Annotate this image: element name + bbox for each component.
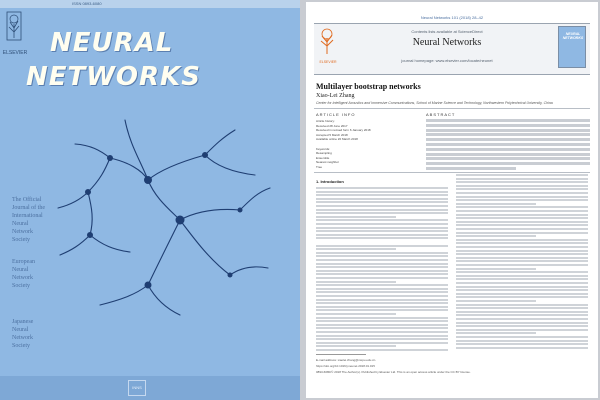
abstract-text-line — [426, 157, 590, 160]
body-text-line — [316, 302, 448, 304]
body-text-line — [316, 248, 396, 250]
cover-imprint: ISSN 0893-6080 — [72, 1, 102, 6]
body-text-line — [456, 340, 588, 342]
body-text-line — [456, 332, 536, 334]
body-text-line — [316, 335, 448, 337]
cover-title-line-1: NEURAL — [50, 28, 174, 58]
body-text-line — [456, 188, 588, 190]
article-info-line: Received in revised form 6 January 2018 — [316, 128, 371, 133]
article-info-line: Accepted 5 March 2018 — [316, 132, 348, 137]
article-author: Xiao-Lei Zhang — [316, 93, 355, 99]
article-info-line: Available online 20 March 2018 — [316, 137, 358, 142]
body-text-line — [456, 228, 588, 230]
body-text-line — [316, 295, 448, 297]
body-text-line — [456, 260, 588, 262]
article-info-line: Article history: — [316, 119, 335, 123]
body-text-line — [456, 185, 588, 187]
body-text-line — [316, 306, 448, 308]
body-text-line — [456, 206, 588, 208]
body-text-line — [316, 313, 396, 315]
body-text-line — [456, 232, 588, 234]
body-text-line — [316, 266, 448, 268]
abstract-text-line — [426, 119, 590, 122]
body-text-line — [316, 191, 448, 193]
body-text-line — [456, 257, 588, 259]
body-text-line — [316, 263, 448, 265]
body-text-line — [316, 255, 448, 257]
body-text-line — [316, 284, 448, 286]
body-text-line — [316, 198, 448, 200]
journal-homepage-line: journal homepage: www.elsevier.com/locate/neunet — [401, 58, 493, 63]
article-first-page — [306, 2, 598, 398]
abstract-text-line — [426, 129, 590, 132]
body-text-line — [456, 264, 588, 266]
cover-society-text-2: European Neural Network Society — [12, 259, 35, 289]
footnote-email: E-mail address: xiaolei.zhang@nwpu.edu.cn. — [316, 358, 377, 362]
body-text-line — [456, 203, 536, 205]
body-text-line — [316, 194, 448, 196]
abstract-text-line — [426, 167, 516, 170]
body-text-line — [316, 345, 396, 347]
introduction-heading: 1. Introduction — [316, 179, 344, 184]
body-text-line — [316, 327, 448, 329]
body-text-line — [316, 237, 448, 239]
body-text-line — [316, 331, 448, 333]
body-text-line — [316, 273, 448, 275]
body-text-line — [456, 322, 588, 324]
divider — [314, 172, 590, 173]
article-info-line: Nearest neighbor — [316, 160, 340, 165]
elsevier-tree-logo-icon — [6, 10, 22, 48]
body-text-line — [316, 291, 448, 293]
body-text-line — [316, 219, 448, 221]
body-text-line — [456, 253, 588, 255]
body-text-line — [316, 212, 448, 214]
body-text-line — [316, 205, 448, 207]
body-text-line — [456, 178, 588, 180]
publisher-caption: ELSEVIER — [319, 60, 337, 64]
body-text-line — [316, 230, 448, 232]
divider — [314, 108, 590, 109]
footnote-divider — [316, 354, 366, 355]
journal-citation-line: Neural Networks 101 (2018) 28–42 — [420, 15, 484, 20]
body-text-line — [456, 214, 588, 216]
abstract-text-line — [426, 143, 590, 146]
footnote-doi: https://doi.org/10.1016/j.neunet.2018.01.015 — [316, 364, 375, 368]
body-text-line — [456, 246, 588, 248]
body-text-line — [456, 300, 536, 302]
article-title: Multilayer bootstrap networks — [316, 82, 421, 91]
body-text-line — [456, 192, 588, 194]
journal-cover-thumbnail — [558, 26, 586, 68]
body-text-line — [456, 336, 588, 338]
body-text-line — [316, 245, 448, 247]
abstract-text-line — [426, 153, 590, 156]
body-text-line — [456, 268, 536, 270]
body-text-line — [316, 317, 448, 319]
body-text-line — [316, 349, 448, 351]
cover-title-line-2: NETWORKS — [26, 62, 201, 92]
body-text-line — [316, 299, 448, 301]
body-text-line — [456, 329, 588, 331]
abstract-text-line — [426, 138, 590, 141]
body-text-line — [316, 201, 448, 203]
thumbnail-title: NEURAL NETWORKS — [562, 32, 584, 40]
article-info-heading: ARTICLE INFO — [316, 112, 356, 117]
cover-publisher-name: ELSEVIER — [2, 50, 28, 56]
body-text-line — [456, 318, 588, 320]
article-info-line: Resampling — [316, 151, 332, 156]
footnote-license: 0893-6080/© 2018 The Author(s). Published by Elsevier Ltd. This is an open access article under the CC BY license. — [316, 370, 471, 374]
cover-society-logo: INNS — [128, 380, 146, 396]
body-text-line — [456, 347, 588, 349]
body-text-line — [456, 307, 588, 309]
body-text-line — [316, 338, 448, 340]
body-text-line — [316, 252, 448, 254]
body-text-line — [456, 217, 588, 219]
body-text-line — [456, 199, 588, 201]
contents-line: Contents lists available at ScienceDirect — [411, 29, 483, 34]
abstract-heading: ABSTRACT — [426, 112, 456, 117]
article-info-line: Ensemble — [316, 155, 330, 160]
body-text-line — [316, 216, 396, 218]
cover-society-text-1: The Official Journal of the International Neural Network Society — [12, 197, 45, 243]
body-text-line — [316, 277, 448, 279]
body-text-line — [456, 210, 588, 212]
body-text-line — [316, 342, 448, 344]
author-affiliation: Center for Intelligent Acoustics and Immersive Communications, School of Marine Science and Technology, Northwestern Polytechnical University, China — [316, 101, 553, 105]
body-text-line — [456, 296, 588, 298]
body-text-line — [456, 278, 588, 280]
abstract-text-line — [426, 148, 590, 151]
body-text-line — [456, 250, 588, 252]
body-text-line — [456, 271, 588, 273]
body-text-line — [456, 235, 536, 237]
body-text-line — [456, 304, 588, 306]
body-text-line — [456, 289, 588, 291]
body-text-line — [456, 181, 588, 183]
body-text-line — [316, 209, 448, 211]
article-info-line: Tree — [316, 165, 323, 169]
body-text-line — [456, 325, 588, 327]
abstract-text-line — [426, 124, 590, 127]
article-info-line: Keywords: — [316, 146, 331, 151]
body-text-line — [456, 224, 588, 226]
body-text-line — [316, 324, 448, 326]
body-text-line — [456, 221, 588, 223]
abstract-text-line — [426, 133, 590, 136]
body-text-line — [456, 293, 588, 295]
body-text-line — [456, 286, 588, 288]
journal-title: Neural Networks — [412, 37, 482, 48]
body-text-line — [456, 275, 588, 277]
body-text-line — [316, 270, 448, 272]
article-info-line: Received 28 June 2017 — [316, 123, 348, 128]
body-text-line — [316, 227, 448, 229]
body-text-line — [456, 239, 588, 241]
body-text-line — [456, 174, 588, 176]
body-text-line — [316, 320, 448, 322]
body-text-line — [456, 242, 588, 244]
article-info-line — [316, 142, 416, 146]
body-text-line — [456, 314, 588, 316]
body-text-line — [456, 343, 588, 345]
body-text-line — [316, 288, 448, 290]
cover-bottom-band — [0, 376, 300, 400]
body-text-line — [456, 282, 588, 284]
body-text-line — [316, 223, 448, 225]
body-text-line — [316, 281, 396, 283]
abstract-text-line — [426, 162, 590, 165]
body-text-line — [316, 234, 448, 236]
elsevier-tree-logo-icon — [318, 26, 336, 56]
body-text-line — [316, 259, 448, 261]
body-text-line — [456, 196, 588, 198]
body-text-line — [456, 311, 588, 313]
body-text-line — [316, 309, 448, 311]
body-text-line — [316, 187, 448, 189]
cover-society-text-3: Japanese Neural Network Society — [12, 319, 34, 349]
